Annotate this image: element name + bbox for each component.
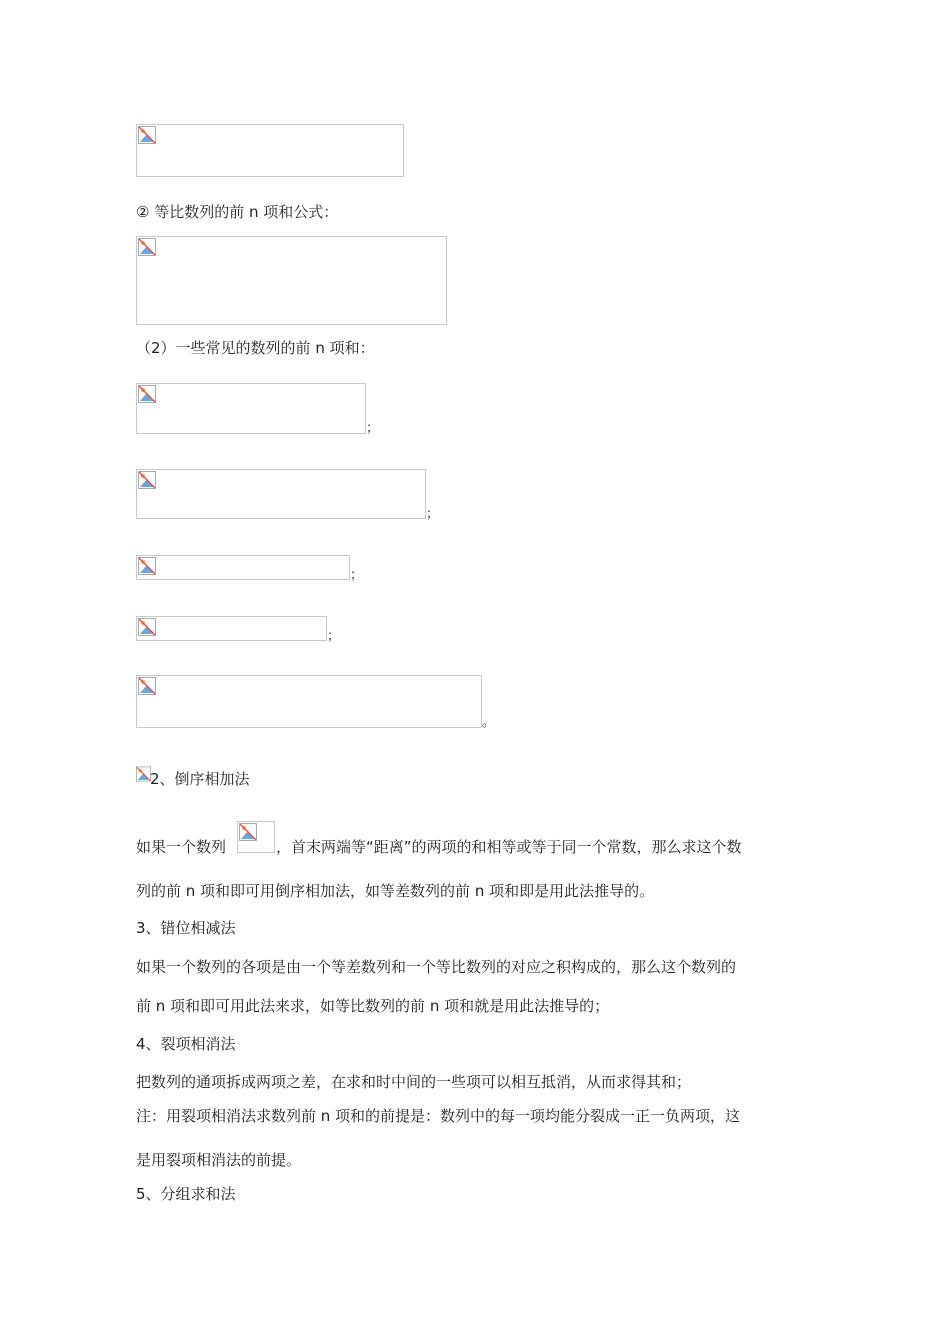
broken-image-icon: [138, 385, 156, 403]
formula-image-1: [136, 124, 404, 177]
section-2-para-line-1a: 如果一个数列: [136, 838, 227, 856]
section-2-para-line-2: 列的前 n 项和即可用倒序相加法，如等差数列的前 n 项和即是用此法推导的。: [136, 882, 655, 900]
section-5-title: 5、分组求和法: [136, 1185, 236, 1203]
broken-image-icon: [138, 471, 156, 489]
section-4-title: 4、裂项相消法: [136, 1035, 236, 1053]
formula-image-3: [136, 383, 366, 434]
section-3-para-line-2: 前 n 项和即可用此法来求，如等比数列的前 n 项和就是用此法推导的；: [136, 997, 610, 1015]
formula-image-2: [136, 236, 447, 325]
broken-image-icon: [136, 765, 151, 783]
broken-image-icon: [239, 823, 257, 841]
separator-semicolon: ；: [366, 421, 380, 436]
common-sums-label: （2）一些常见的数列的前 n 项和：: [136, 339, 375, 357]
separator-semicolon: ；: [327, 629, 341, 644]
broken-image-icon: [138, 618, 156, 636]
geo-sum-label: ② 等比数列的前 n 项和公式：: [136, 203, 339, 221]
formula-image-7: [136, 675, 482, 728]
end-period: 。: [482, 715, 496, 730]
separator-semicolon: ；: [426, 507, 440, 522]
section-4-note-line-2: 是用裂项相消法的前提。: [136, 1151, 302, 1169]
section-3-title: 3、错位相减法: [136, 919, 236, 937]
formula-image-6: [136, 616, 327, 641]
section-3-para-line-1: 如果一个数列的各项是由一个等差数列和一个等比数列的对应之积构成的，那么这个数列的: [136, 958, 737, 976]
formula-image-5: [136, 555, 350, 580]
broken-image-icon: [138, 238, 156, 256]
section-2-title: 2、倒序相加法: [150, 770, 250, 788]
broken-image-icon: [138, 126, 156, 144]
broken-image-icon: [138, 557, 156, 575]
formula-image-4: [136, 469, 426, 519]
section-2-para-line-1b: ，首末两端等“距离”的两项的和相等或等于同一个常数，那么求这个数: [276, 838, 742, 856]
section-4-note-line-1: 注：用裂项相消法求数列前 n 项和的前提是：数列中的每一项均能分裂成一正一负两项，这: [136, 1107, 741, 1125]
broken-image-icon: [138, 677, 156, 695]
section-4-para-line-1: 把数列的通项拆成两项之差，在求和时中间的一些项可以相互抵消，从而求得其和；: [136, 1073, 692, 1091]
inline-formula-image: [237, 821, 275, 853]
separator-semicolon: ；: [350, 568, 364, 583]
